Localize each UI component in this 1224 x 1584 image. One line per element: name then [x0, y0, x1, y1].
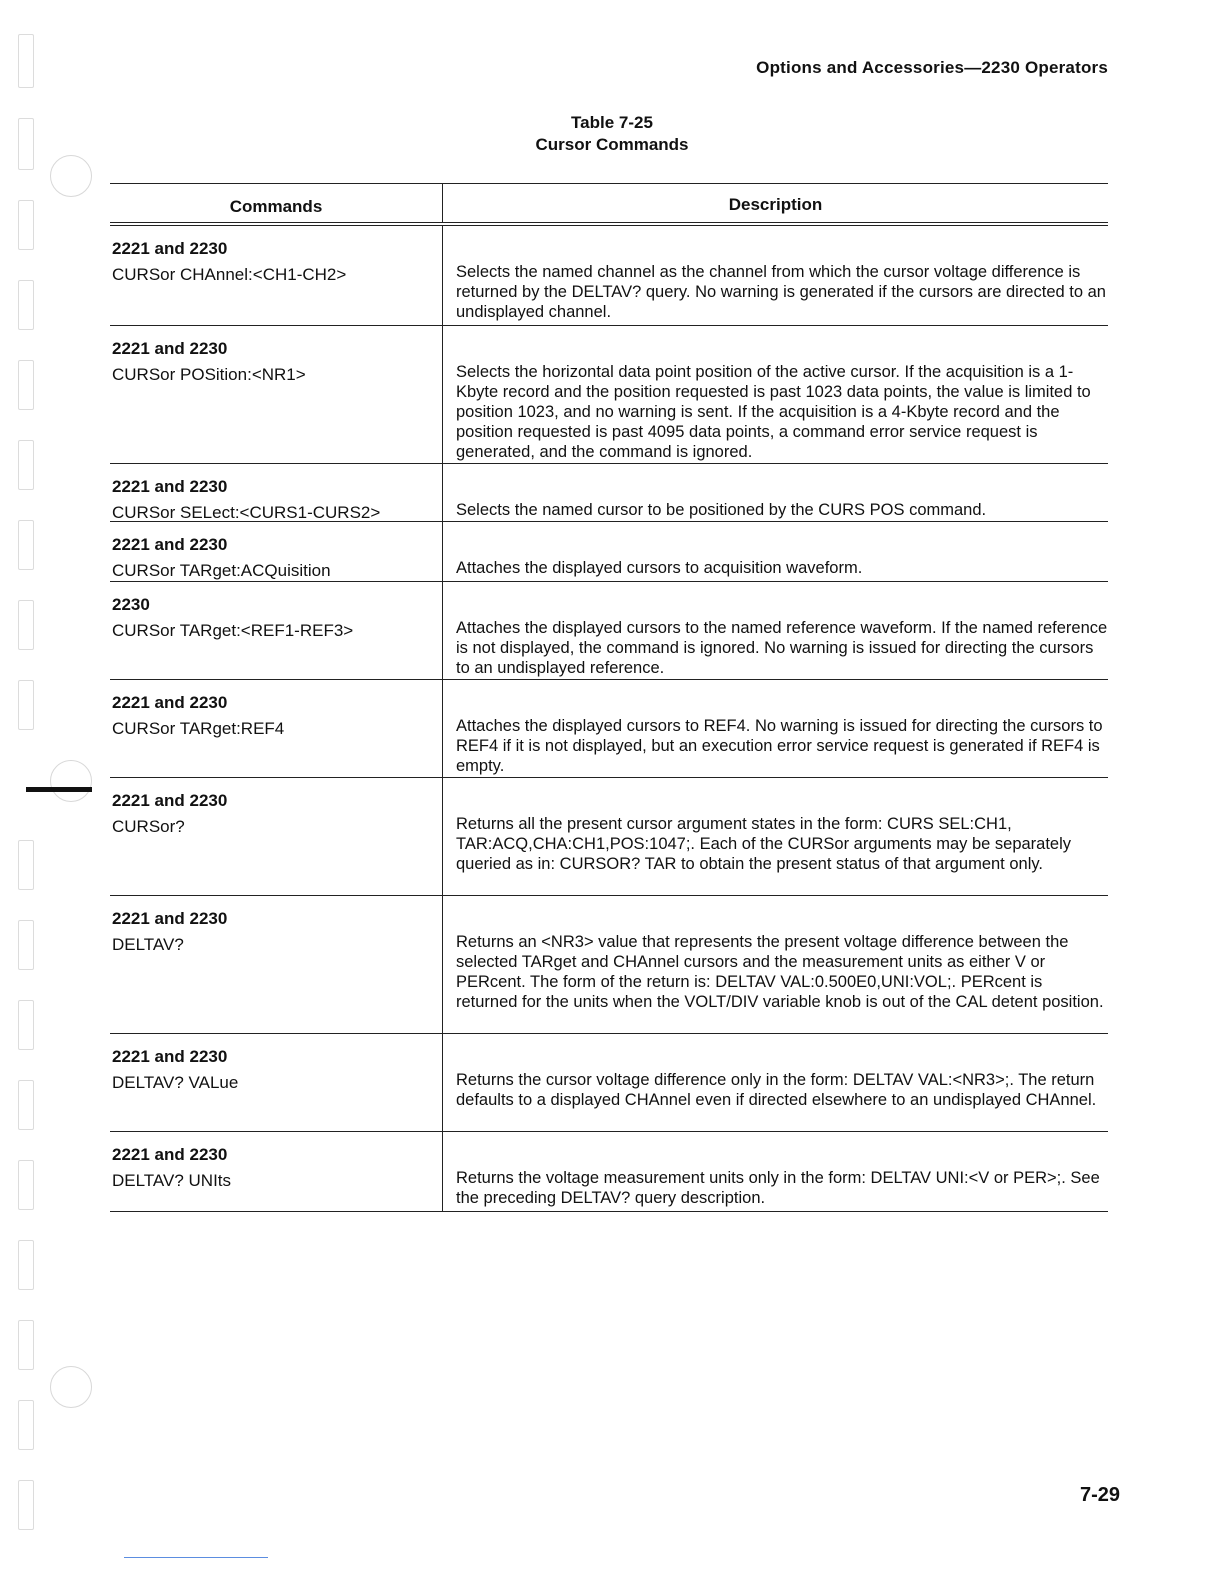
table-caption [0, 112, 1224, 156]
command-syntax: CURSor CHAnnel:<CH1-CH2> [112, 265, 347, 284]
table-number: Table 7-25 [571, 113, 653, 132]
command-syntax: DELTAV? VALue [112, 1073, 239, 1092]
running-header: Options and Accessories—2230 Operators [756, 58, 1108, 77]
page-number: 7-29 [1079, 1484, 1120, 1506]
model-label: 2221 and 2230 [112, 909, 228, 928]
command-description: Attaches the displayed cursors to acquisition waveform. [442, 522, 1108, 581]
binding-mark [18, 1480, 34, 1530]
binding-mark [18, 1320, 34, 1370]
table-row [110, 1132, 1108, 1212]
binding-mark [18, 1000, 34, 1050]
binding-mark [18, 520, 34, 570]
command-description: Selects the named channel as the channel from which the cursor voltage difference is returned by the DELTAV? query. No warning is generated if the cursors are directed to an undisplayed channel. [442, 226, 1108, 325]
command-description: Selects the named cursor to be positioned by the CURS POS command. [442, 464, 1108, 521]
punch-hole [50, 760, 92, 802]
command-syntax: DELTAV? [112, 935, 184, 954]
footer-link-underline [124, 1557, 268, 1558]
binding-mark [18, 1400, 34, 1450]
binding-mark [18, 1080, 34, 1130]
binding-mark [18, 280, 34, 330]
column-header-commands: Commands [229, 197, 323, 216]
binding-mark [18, 1160, 34, 1210]
binding-mark [18, 360, 34, 410]
table-row [110, 522, 1108, 582]
binding-mark [18, 200, 34, 250]
table-row [110, 582, 1108, 680]
binding-mark [18, 440, 34, 490]
binding-mark [18, 920, 34, 970]
command-syntax: CURSor POSition:<NR1> [112, 365, 306, 384]
command-syntax: CURSor SELect:<CURS1-CURS2> [112, 503, 381, 522]
model-label: 2221 and 2230 [112, 693, 228, 712]
column-header-description: Description [442, 184, 1108, 222]
command-syntax: CURSor TARget:<REF1-REF3> [112, 621, 354, 640]
table-row [110, 326, 1108, 464]
table-row [110, 680, 1108, 778]
punch-hole [50, 155, 92, 197]
table-row [110, 778, 1108, 896]
edge-mark [26, 787, 92, 792]
binding-mark [18, 840, 34, 890]
command-description: Returns an <NR3> value that represents the present voltage difference between the selected TARget and CHAnnel cursors and the measurement units as either V or PERcent. The form of the return is: DELTAV VAL:0.500E0,UNI:VOL;. PERcent is returned for the units when the VOLT/DIV variable knob is out of the CAL detent position. [442, 896, 1108, 1033]
binding-mark [18, 680, 34, 730]
model-label: 2230 [112, 595, 150, 614]
binding-mark [18, 600, 34, 650]
binding-mark [18, 1240, 34, 1290]
table-row [110, 226, 1108, 326]
table-row [110, 464, 1108, 522]
command-syntax: DELTAV? UNIts [112, 1171, 232, 1190]
command-description: Selects the horizontal data point position of the active cursor. If the acquisition is a 1-Kbyte record and the position requested is past 1023 data points, the value is limited to position 1023, and no warning is sent. If the acquisition is a 4-Kbyte record and the position requested is past 4095 data points, a command error service request is generated, and the command is ignored. [442, 326, 1108, 463]
command-description: Returns the voltage measurement units only in the form: DELTAV UNI:<V or PER>;. See the preceding DELTAV? query description. [442, 1132, 1108, 1211]
table-title: Cursor Commands [535, 135, 689, 154]
binding-mark [18, 34, 34, 88]
command-syntax: CURSor TARget:ACQuisition [112, 561, 331, 580]
command-description: Returns the cursor voltage difference only in the form: DELTAV VAL:<NR3>;. The return defaults to a displayed CHAnnel even if directed elsewhere to an undisplayed CHAnnel. [442, 1034, 1108, 1131]
cursor-commands-table [110, 183, 1108, 1212]
model-label: 2221 and 2230 [112, 477, 228, 496]
command-description: Attaches the displayed cursors to REF4. No warning is issued for directing the cursors to REF4 if it is not displayed, but an execution error service request is generated if REF4 is empty. [442, 680, 1108, 777]
table-row [110, 896, 1108, 1034]
model-label: 2221 and 2230 [112, 239, 228, 258]
command-syntax: CURSor TARget:REF4 [112, 719, 285, 738]
command-syntax: CURSor? [112, 817, 185, 836]
table-row [110, 1034, 1108, 1132]
punch-hole [50, 1366, 92, 1408]
table-header-row [110, 184, 1108, 226]
model-label: 2221 and 2230 [112, 1145, 228, 1164]
model-label: 2221 and 2230 [112, 791, 228, 810]
model-label: 2221 and 2230 [112, 1047, 228, 1066]
model-label: 2221 and 2230 [112, 339, 228, 358]
model-label: 2221 and 2230 [112, 535, 228, 554]
command-description: Returns all the present cursor argument states in the form: CURS SEL:CH1, TAR:ACQ,CHA:CH1,POS:1047;. Each of the CURSor arguments may be separately queried as in: CURSOR? TAR to obtain the present status of that argument only. [442, 778, 1108, 895]
command-description: Attaches the displayed cursors to the named reference waveform. If the named reference is not displayed, the command is ignored. No warning is issued for directing the cursors to an undisplayed reference. [442, 582, 1108, 679]
